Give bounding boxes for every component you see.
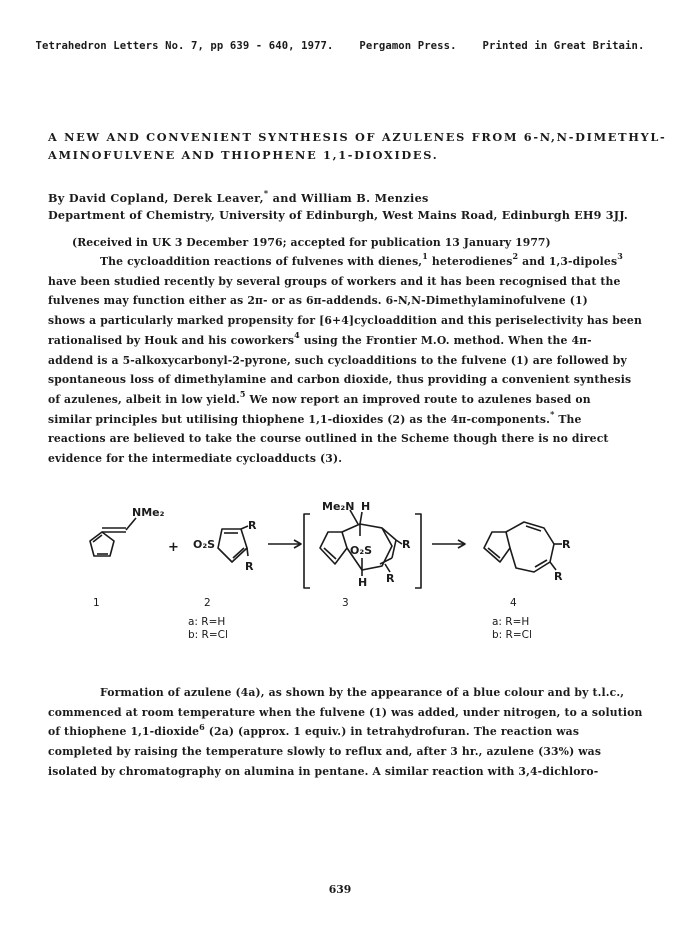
received-dates: (Received in UK 3 December 1976; accepted for publication 13 January 1977) xyxy=(72,236,551,249)
text-span: The cycloaddition reactions of fulvenes with dienes, xyxy=(100,255,423,268)
text-line: Formation of azulene (4a), as shown by the appearance of a blue colour and by t.l.c., xyxy=(100,686,625,699)
text-line xyxy=(48,722,638,742)
label-r: R xyxy=(402,538,411,551)
text-line: evidence for the intermediate cycloadducts (3). xyxy=(48,452,343,466)
text-line xyxy=(48,331,638,351)
label-o2s: O₂S xyxy=(193,538,216,551)
title-line-1: A NEW AND CONVENIENT SYNTHESIS OF AZULENES FROM 6-N,N-DIMETHYL- xyxy=(48,130,667,144)
author-list xyxy=(48,189,648,207)
r-bond xyxy=(385,564,390,572)
reference-marker: 4 xyxy=(294,330,300,341)
compound-number-3: 3 xyxy=(342,597,349,609)
text-line xyxy=(48,410,638,430)
text-span: rationalised by Houk and his coworkers xyxy=(48,333,295,347)
text-line: isolated by chromatography on alumina in pentane. A similar reaction with 3,4-dichloro- xyxy=(48,764,599,778)
reference-marker: 1 xyxy=(422,251,428,262)
text-line: spontaneous loss of dimethylamine and carbon dioxide, thus providing a convenient synthesis xyxy=(48,373,632,387)
reaction-arrow-1 xyxy=(268,540,301,548)
substituent-4a: a: R=H xyxy=(492,616,530,628)
double-bond xyxy=(535,560,547,567)
compound-number-1: 1 xyxy=(93,597,100,609)
thiophene-dioxide-structure xyxy=(218,526,248,562)
bracket-right xyxy=(415,514,421,588)
text-line: completed by raising the temperature slowly to reflux and, after 3 hr., azulene (33%) was xyxy=(48,745,602,759)
text-line: fulvenes may function either as 2π- or as 6π-addends. 6-N,N-Dimethylaminofulvene (1) xyxy=(48,294,588,308)
text-span: We now report an improved route to azulenes based on xyxy=(245,392,591,406)
fulvene-structure xyxy=(90,518,136,556)
text-span: The xyxy=(554,412,582,426)
footnote-marker: * xyxy=(550,409,555,420)
azulene-structure xyxy=(484,522,562,572)
reaction-arrow-2 xyxy=(432,540,465,548)
label-me2n: Me₂N xyxy=(322,500,355,513)
azulene-five-ring xyxy=(484,532,510,562)
text-line xyxy=(48,390,638,410)
authors-text-b: and William B. Menzies xyxy=(268,191,429,205)
compound-number-2: 2 xyxy=(204,597,211,609)
thiophene-ring xyxy=(218,529,247,562)
text-span: (2a) (approx. 1 equiv.) in tetrahydrofuran. The reaction was xyxy=(204,725,580,739)
double-bond xyxy=(392,540,396,558)
text-span: using the Frontier M.O. method. When the 4π- xyxy=(299,333,592,347)
plus-sign: + xyxy=(168,540,179,555)
paragraph-results xyxy=(48,683,643,782)
page-number: 639 xyxy=(328,883,352,896)
label-r: R xyxy=(245,560,254,573)
article-title xyxy=(48,128,667,164)
text-span: heterodienes xyxy=(427,255,513,268)
cycloadduct-structure xyxy=(320,510,402,576)
text-span: similar principles but utilising thiophene 1,1-dioxides (2) as the 4π-components. xyxy=(48,412,551,426)
r-bond xyxy=(550,562,556,570)
r-bond xyxy=(247,548,248,556)
bracket-left xyxy=(304,514,310,588)
azulene-seven-ring xyxy=(506,522,554,572)
n-bond xyxy=(126,518,136,530)
label-h: H xyxy=(358,576,368,589)
label-o2s-bridge: O₂S xyxy=(350,544,373,557)
label-nme2: NMe₂ xyxy=(132,506,165,519)
h-bond xyxy=(360,512,362,524)
journal-citation-header: Tetrahedron Letters No. 7, pp 639 - 640, 1977. Pergamon Press. Printed in Great Britain. xyxy=(35,40,645,52)
authors-text-a: By David Copland, Derek Leaver, xyxy=(48,191,264,205)
reaction-scheme xyxy=(80,496,640,646)
diene-bond xyxy=(382,528,396,540)
reference-marker: 5 xyxy=(239,389,246,400)
reference-marker: 6 xyxy=(199,721,205,732)
reference-marker: 3 xyxy=(617,251,623,262)
label-r: R xyxy=(386,572,395,585)
text-line: have been studied recently by several groups of workers and it has been recognised that the xyxy=(48,274,621,288)
text-line: commenced at room temperature when the fulvene (1) was added, under nitrogen, to a solution xyxy=(48,705,643,719)
paragraph-intro xyxy=(48,251,642,469)
substituent-2b: b: R=Cl xyxy=(188,629,228,641)
text-span: of azulenes, albeit in low yield. xyxy=(48,392,240,406)
text-line: shows a particularly marked propensity for [6+4]cycloaddition and this periselectivity has been xyxy=(48,314,642,328)
reference-marker: 2 xyxy=(512,251,519,262)
substituent-4b: b: R=Cl xyxy=(492,629,532,641)
text-span: of thiophene 1,1-dioxide xyxy=(48,725,200,739)
label-h: H xyxy=(361,500,371,513)
substituent-2a: a: R=H xyxy=(188,616,226,628)
corresponding-author-mark: * xyxy=(263,188,269,199)
title-line-2: AMINOFULVENE AND THIOPHENE 1,1-DIOXIDES. xyxy=(48,148,439,162)
label-r: R xyxy=(248,519,257,532)
compound-number-4: 4 xyxy=(510,597,517,609)
affiliation: Department of Chemistry, University of Edinburgh, West Mains Road, Edinburgh EH9 3JJ. xyxy=(48,208,628,222)
label-r: R xyxy=(562,538,571,551)
text-line xyxy=(48,252,638,272)
text-line: addend is a 5-alkoxycarbonyl-2-pyrone, such cycloadditions to the fulvene (1) are followed by xyxy=(48,353,627,367)
r-bond xyxy=(241,526,248,529)
label-r: R xyxy=(554,570,563,583)
text-line: reactions are believed to take the course outlined in the Scheme though there is no direct xyxy=(48,432,609,446)
text-span: and 1,3-dipoles xyxy=(518,255,618,268)
